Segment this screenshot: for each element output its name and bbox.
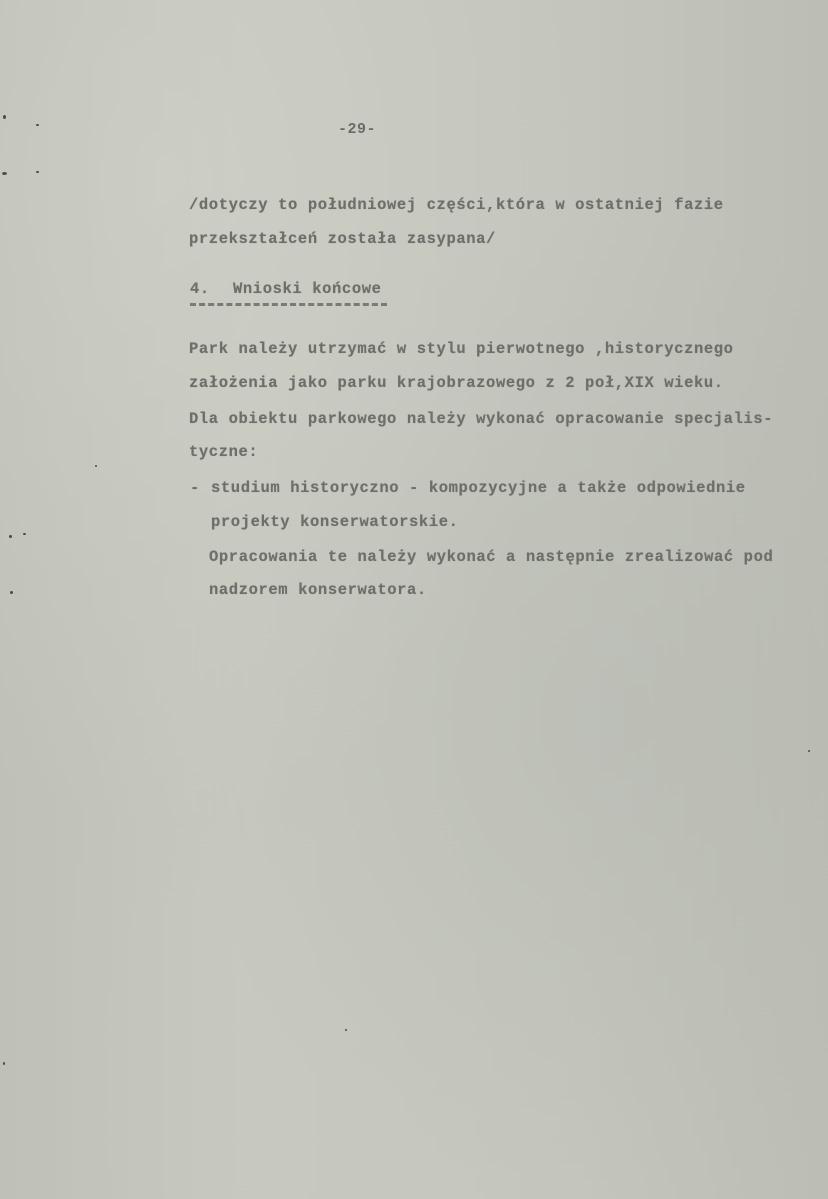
heading-underline [190, 303, 387, 306]
paper-speck [9, 535, 12, 538]
list-item-line-2: projekty konserwatorskie. [211, 513, 459, 531]
paragraph-2-line-1: Park należy utrzymać w stylu pierwotnego ,historycznego [189, 340, 734, 358]
paper-speck [36, 171, 39, 173]
paper-speck [10, 591, 13, 594]
list-bullet: - [190, 479, 200, 497]
paragraph-2-line-2: założenia jako parku krajobrazowego z 2 poł,XIX wieku. [189, 374, 724, 392]
paper-speck [345, 1029, 347, 1031]
paper-speck [3, 1062, 5, 1065]
section-heading-number: 4. [190, 280, 210, 298]
paper-speck [36, 124, 39, 126]
paragraph-1-line-2: przekształceń została zasypana/ [189, 230, 496, 248]
paragraph-1-line-1: /dotyczy to południowej części,która w ostatniej fazie [189, 196, 724, 214]
list-item-line-1: studium historyczno - kompozycyjne a także odpowiednie [211, 479, 746, 497]
paragraph-4-line-2: nadzorem konserwatora. [209, 581, 427, 599]
paper-speck [808, 750, 810, 752]
page-number: -29- [338, 121, 377, 138]
paragraph-4-line-1: Opracowania te należy wykonać a następnie zrealizować pod [209, 548, 774, 566]
paper-speck [23, 533, 26, 535]
paragraph-3-line-1: Dla obiektu parkowego należy wykonać opracowanie specjalis- [189, 410, 774, 428]
paragraph-3-line-2: tyczne: [189, 443, 259, 461]
paper-speck [95, 465, 97, 467]
section-heading-title: Wnioski końcowe [233, 280, 382, 298]
paper-speck [3, 115, 6, 119]
paper-speck [2, 172, 7, 175]
